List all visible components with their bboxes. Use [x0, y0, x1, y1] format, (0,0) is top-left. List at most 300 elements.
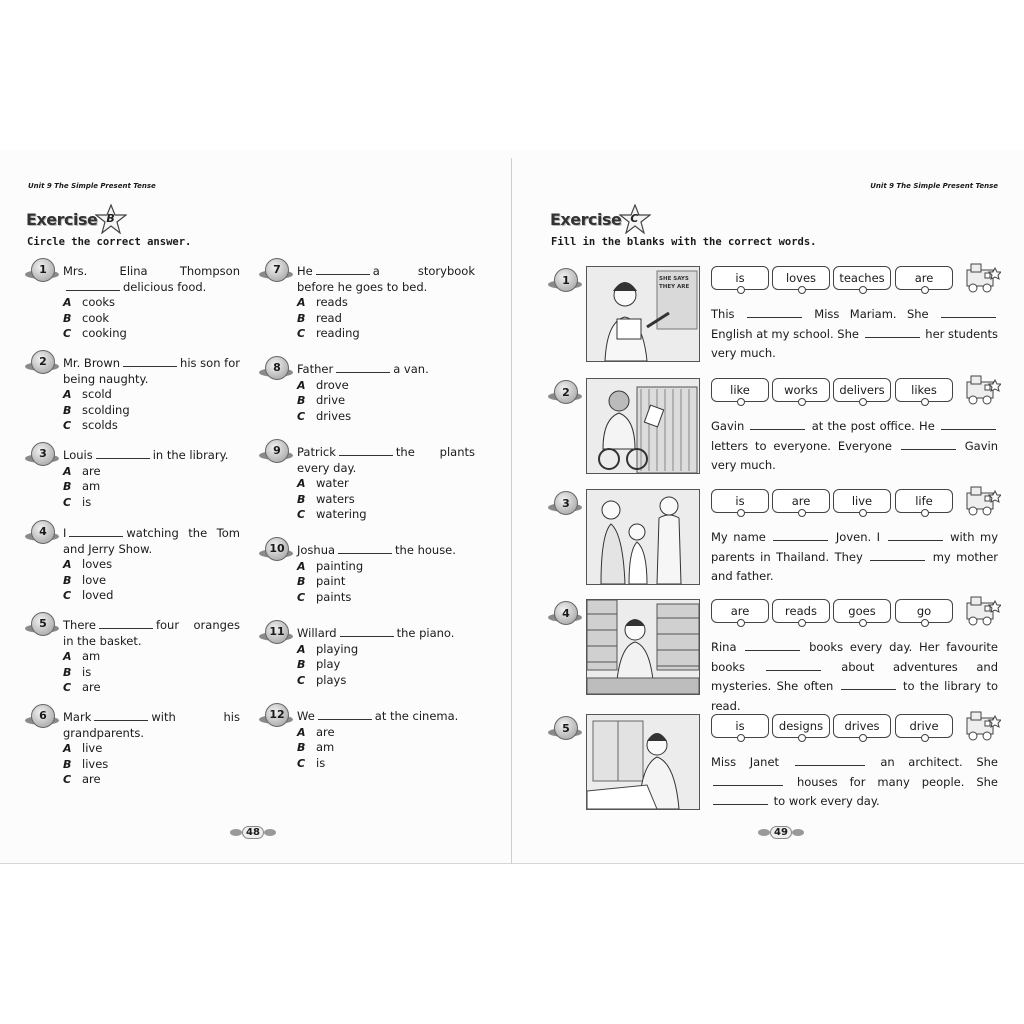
option-letter: B: [63, 311, 72, 325]
answer-blank[interactable]: [316, 265, 370, 275]
word-bank-item[interactable]: is: [711, 714, 769, 738]
option-word: am: [82, 479, 101, 493]
train-icon: [963, 708, 1001, 742]
option-word: love: [82, 572, 107, 587]
question-number: [550, 601, 580, 625]
illustration: [586, 378, 700, 474]
option-letter: C: [297, 409, 306, 423]
word-bank-item[interactable]: like: [711, 378, 769, 402]
question-number: [261, 258, 291, 282]
question-text-before: Louis: [63, 448, 93, 462]
answer-option[interactable]: [63, 495, 240, 511]
option-word: is: [82, 494, 92, 509]
answer-option[interactable]: [297, 657, 475, 673]
number-badge: 2: [31, 350, 55, 374]
question-text: [297, 445, 475, 476]
train-icon: [963, 593, 1001, 627]
option-word: cooks: [82, 295, 116, 309]
question-text-after: at the cinema.: [374, 709, 459, 723]
option-word: reads: [316, 295, 348, 309]
sentence-text: Joven. I: [835, 530, 886, 544]
exercise-title: [550, 205, 651, 233]
leaf-icon: [230, 829, 242, 836]
answer-blank[interactable]: [745, 640, 800, 651]
word-bank-item[interactable]: is: [711, 489, 769, 513]
illustration: [586, 599, 700, 695]
option-word: waters: [316, 491, 355, 506]
word-bank-item[interactable]: drives: [833, 714, 891, 738]
option-word: lives: [82, 756, 109, 771]
answer-option[interactable]: [63, 772, 240, 788]
fill-in-text: [711, 417, 998, 476]
question-number: [27, 258, 57, 282]
word-bank-item[interactable]: delivers: [833, 378, 891, 402]
question-text-after: in the library.: [152, 448, 229, 462]
option-letter: C: [297, 756, 306, 770]
option-letter: A: [63, 388, 72, 401]
unit-header: Unit 9 The Simple Present Tense: [28, 182, 156, 190]
option-word: plays: [316, 672, 347, 687]
exercise-title: [26, 205, 127, 233]
question: [273, 361, 475, 424]
number-badge: 1: [554, 268, 578, 292]
question-text-after: with his grandparents.: [63, 710, 240, 740]
exercise-word: Exercise: [26, 209, 98, 229]
question-number: [27, 350, 57, 374]
option-word: is: [82, 664, 92, 679]
train-icon: [963, 372, 1001, 406]
option-word: am: [82, 649, 101, 663]
answer-blank[interactable]: [766, 660, 821, 671]
option-word: playing: [316, 641, 359, 656]
answer-blank[interactable]: [340, 627, 394, 637]
question-text-after: the house.: [395, 543, 456, 557]
unit-header: Unit 9 The Simple Present Tense: [870, 182, 998, 190]
answer-blank[interactable]: [66, 281, 120, 291]
option-letter: A: [297, 725, 306, 739]
word-bank-item[interactable]: designs: [772, 714, 830, 738]
question-text: [63, 710, 240, 741]
answer-option[interactable]: [63, 680, 240, 696]
option-letter: C: [297, 508, 306, 521]
word-bank-item[interactable]: live: [833, 489, 891, 513]
answer-option[interactable]: [297, 673, 475, 689]
question-text-after: his son for being naughty.: [63, 356, 240, 386]
question: [269, 625, 475, 688]
star-icon: [95, 204, 127, 234]
question-number: [550, 268, 580, 292]
option-letter: C: [63, 327, 72, 340]
sentence-text: letters to everyone. Everyone: [711, 438, 899, 453]
option-letter: C: [63, 589, 72, 602]
answer-option[interactable]: [63, 311, 240, 327]
option-letter: A: [63, 464, 72, 478]
answer-option[interactable]: [297, 725, 475, 741]
illustration: [586, 489, 700, 585]
question-number: [261, 703, 291, 727]
number-badge: 2: [554, 380, 578, 404]
instruction: Fill in the blanks with the correct words.: [551, 236, 817, 248]
option-letter: A: [297, 296, 306, 309]
question-text-before: There: [63, 618, 96, 632]
page-number: [758, 826, 804, 839]
answer-option[interactable]: [63, 464, 240, 480]
option-letter: B: [297, 575, 306, 588]
question: [39, 617, 240, 696]
answer-option[interactable]: [63, 649, 240, 665]
question-text: [297, 362, 475, 378]
word-bank-item[interactable]: drive: [895, 714, 953, 738]
answer-blank[interactable]: [870, 550, 925, 561]
answer-blank[interactable]: [773, 530, 828, 541]
question-text: [297, 709, 475, 725]
question-number: [550, 716, 580, 740]
answer-option[interactable]: [63, 557, 240, 573]
option-word: paints: [316, 589, 352, 604]
fill-in-item: [550, 714, 1000, 814]
option-word: drove: [316, 377, 349, 392]
answer-option[interactable]: [63, 479, 240, 495]
option-list: [63, 464, 240, 511]
option-letter: B: [297, 394, 306, 407]
option-word: scolds: [82, 418, 118, 432]
sentence-text: books every day. Her favourite books: [711, 640, 998, 674]
number-badge: 11: [265, 620, 289, 644]
question-text-after: the piano.: [396, 626, 455, 640]
exercise-letter: C: [630, 212, 639, 225]
answer-option[interactable]: [63, 741, 240, 757]
option-letter: C: [297, 673, 306, 687]
question-number: [261, 537, 291, 561]
question-number: [27, 442, 57, 466]
word-bank-item[interactable]: likes: [895, 378, 953, 402]
answer-blank[interactable]: [941, 307, 996, 318]
question-text-before: Willard: [297, 626, 337, 640]
question-text-before: Father: [297, 362, 334, 376]
number-badge: 4: [554, 601, 578, 625]
option-word: cooking: [82, 326, 127, 340]
question-text-after: four oranges in the basket.: [63, 618, 240, 648]
sentence-text: an architect. She: [880, 755, 998, 769]
answer-option[interactable]: [297, 756, 475, 772]
question-number: [261, 620, 291, 644]
answer-option[interactable]: [297, 311, 475, 327]
option-letter: B: [297, 741, 306, 754]
option-word: paint: [316, 574, 346, 588]
board-text: SHE SAYS THEY ARE: [659, 276, 690, 290]
option-word: loved: [82, 588, 114, 602]
answer-blank[interactable]: [941, 419, 996, 430]
answer-blank[interactable]: [841, 679, 896, 690]
question: [273, 444, 475, 523]
answer-blank[interactable]: [99, 619, 153, 629]
question: [273, 263, 475, 342]
word-bank-item[interactable]: is: [711, 266, 769, 290]
word-bank: [711, 489, 997, 519]
leaf-icon: [758, 829, 770, 836]
answer-blank[interactable]: [888, 530, 943, 541]
option-word: cook: [82, 310, 110, 325]
answer-option[interactable]: [63, 588, 240, 604]
question: [269, 708, 475, 771]
number-badge: 5: [554, 716, 578, 740]
exercise-letter: B: [106, 212, 115, 225]
number-badge: 1: [31, 258, 55, 282]
answer-blank[interactable]: [865, 327, 920, 338]
answer-blank[interactable]: [336, 363, 390, 373]
option-word: scolding: [82, 402, 130, 417]
question-text-before: Joshua: [297, 543, 336, 557]
question-number: [27, 612, 57, 636]
option-letter: A: [297, 378, 306, 392]
sentence-text: Rina: [711, 640, 744, 654]
question-text: [297, 264, 475, 295]
question-text-after: a storybook before he goes to bed.: [297, 264, 475, 294]
question-number: [550, 380, 580, 404]
word-bank-item[interactable]: reads: [772, 599, 830, 623]
option-letter: C: [297, 327, 306, 340]
option-word: is: [316, 755, 326, 770]
question-text-before: Mark: [63, 710, 92, 724]
question-text-before: Mr. Brown: [63, 356, 121, 370]
answer-option[interactable]: [297, 492, 475, 508]
question-text-after: delicious food.: [123, 279, 207, 294]
question-text-after: a van.: [393, 362, 429, 376]
option-list: [297, 642, 475, 689]
number-badge: 4: [31, 520, 55, 544]
question: [39, 263, 240, 342]
option-word: drive: [316, 393, 346, 407]
question-text: [63, 264, 240, 295]
sentence-text: My name: [711, 530, 772, 544]
answer-option[interactable]: [297, 574, 475, 590]
sentence-text: at the post office. He: [811, 419, 939, 433]
fill-in-text: [711, 638, 998, 716]
option-word: read: [316, 310, 342, 325]
sentence-text: This: [711, 307, 745, 321]
answer-blank[interactable]: [713, 794, 768, 805]
number-badge: 3: [554, 491, 578, 515]
question: [39, 355, 240, 434]
word-bank-item[interactable]: teaches: [833, 266, 891, 290]
option-letter: A: [297, 559, 306, 573]
question-text-before: He: [297, 264, 313, 278]
question-text-before: Mrs. Elina Thompson: [63, 264, 240, 278]
sentence-text: her students very much.: [711, 326, 999, 360]
option-letter: C: [63, 495, 72, 509]
option-list: [297, 559, 475, 606]
answer-blank[interactable]: [94, 711, 148, 721]
option-word: are: [82, 680, 101, 694]
number-badge: 7: [265, 258, 289, 282]
answer-option[interactable]: [297, 393, 475, 409]
option-word: live: [82, 741, 103, 755]
word-bank-item[interactable]: life: [895, 489, 953, 513]
question: [269, 542, 475, 605]
star-icon: [619, 204, 651, 234]
answer-blank[interactable]: [747, 307, 802, 318]
word-bank-item[interactable]: are: [711, 599, 769, 623]
answer-blank[interactable]: [339, 446, 393, 456]
question-text: [297, 543, 475, 559]
number-badge: 12: [265, 703, 289, 727]
option-word: scold: [82, 387, 112, 401]
answer-option[interactable]: [297, 559, 475, 575]
answer-blank[interactable]: [901, 439, 956, 450]
answer-option[interactable]: [63, 573, 240, 589]
answer-blank[interactable]: [69, 527, 123, 537]
word-bank-item[interactable]: loves: [772, 266, 830, 290]
illustration: [586, 714, 700, 810]
option-list: [297, 378, 475, 425]
answer-option[interactable]: [297, 378, 475, 394]
question-text: [297, 626, 475, 642]
answer-option[interactable]: [63, 757, 240, 773]
option-letter: A: [63, 742, 72, 755]
option-letter: C: [63, 419, 72, 432]
option-letter: B: [63, 480, 72, 493]
page-number-value: 48: [242, 826, 264, 839]
question: [39, 525, 240, 604]
answer-blank[interactable]: [318, 710, 372, 720]
option-letter: C: [63, 681, 72, 694]
answer-option[interactable]: [297, 476, 475, 492]
answer-option[interactable]: [63, 418, 240, 434]
word-bank-item[interactable]: go: [895, 599, 953, 623]
fill-in-item: [550, 378, 1000, 478]
question-number: [261, 439, 291, 463]
word-bank-item[interactable]: works: [772, 378, 830, 402]
page-number-value: 49: [770, 826, 792, 839]
word-bank: [711, 266, 997, 296]
answer-option[interactable]: [63, 387, 240, 403]
option-letter: B: [63, 665, 72, 679]
option-letter: B: [63, 573, 72, 587]
option-letter: C: [297, 590, 306, 604]
answer-blank[interactable]: [96, 449, 150, 459]
option-list: [63, 387, 240, 434]
leaf-icon: [264, 829, 276, 836]
answer-option[interactable]: [297, 590, 475, 606]
option-word: loves: [82, 557, 113, 571]
question-number: [550, 491, 580, 515]
question-text: [63, 356, 240, 387]
question-number: [27, 704, 57, 728]
answer-option[interactable]: [63, 403, 240, 419]
illustration: [586, 266, 700, 362]
sentence-text: to the library to read.: [711, 679, 998, 713]
word-bank-item[interactable]: are: [772, 489, 830, 513]
sentence-text: Miss Mariam. She: [814, 307, 940, 321]
answer-option[interactable]: [63, 665, 240, 681]
sentence-text: Miss Janet: [711, 755, 793, 769]
sentence-text: Gavin: [711, 419, 749, 433]
answer-option[interactable]: [297, 642, 475, 658]
question-text-after: watching the Tom and Jerry Show.: [63, 526, 240, 556]
word-bank: [711, 378, 997, 408]
word-bank-item[interactable]: goes: [833, 599, 891, 623]
option-list: [63, 741, 240, 788]
sentence-text: my mother and father.: [711, 549, 999, 583]
option-word: watering: [316, 507, 367, 521]
option-word: reading: [316, 326, 360, 340]
number-badge: 9: [265, 439, 289, 463]
option-letter: A: [63, 650, 72, 663]
number-badge: 10: [265, 537, 289, 561]
left-page: [0, 0, 511, 1024]
sentence-text: about adventures and mysteries. She often: [711, 659, 999, 693]
sentence-text: to work every day.: [773, 794, 880, 808]
answer-blank[interactable]: [795, 755, 865, 766]
question-number: [261, 356, 291, 380]
question-text: [63, 526, 240, 557]
question: [39, 709, 240, 788]
question-text: [63, 618, 240, 649]
option-list: [297, 295, 475, 342]
answer-option[interactable]: [297, 295, 475, 311]
word-bank: [711, 599, 997, 629]
option-word: are: [82, 772, 101, 786]
question-text: [63, 448, 240, 464]
answer-option[interactable]: [297, 507, 475, 523]
option-word: water: [316, 476, 349, 490]
option-word: are: [82, 463, 101, 478]
option-word: painting: [316, 558, 364, 573]
option-list: [63, 557, 240, 604]
option-letter: A: [297, 477, 306, 490]
sentence-text: with my parents in Thailand. They: [711, 530, 998, 564]
fill-in-text: [711, 305, 998, 364]
answer-option[interactable]: [297, 740, 475, 756]
sentence-text: houses for many people. She: [796, 774, 999, 789]
instruction: Circle the correct answer.: [27, 236, 192, 248]
option-word: are: [316, 724, 335, 739]
option-list: [297, 725, 475, 772]
answer-blank[interactable]: [123, 357, 177, 367]
number-badge: 8: [265, 356, 289, 380]
train-icon: [963, 260, 1001, 294]
question-text-before: We: [297, 709, 315, 723]
answer-blank[interactable]: [713, 775, 783, 786]
option-word: am: [316, 740, 335, 754]
number-badge: 6: [31, 704, 55, 728]
sentence-text: English at my school. She: [711, 326, 863, 341]
answer-option[interactable]: [63, 326, 240, 342]
option-list: [297, 476, 475, 523]
answer-option[interactable]: [297, 326, 475, 342]
word-bank: [711, 714, 997, 744]
question-number: [27, 520, 57, 544]
answer-blank[interactable]: [338, 544, 392, 554]
fill-in-item: [550, 599, 1000, 713]
train-icon: [963, 483, 1001, 517]
word-bank-item[interactable]: are: [895, 266, 953, 290]
answer-option[interactable]: [63, 295, 240, 311]
page-number: [230, 826, 276, 839]
answer-blank[interactable]: [750, 419, 805, 430]
number-badge: 3: [31, 442, 55, 466]
answer-option[interactable]: [297, 409, 475, 425]
option-letter: B: [297, 311, 306, 325]
leaf-icon: [792, 829, 804, 836]
option-letter: A: [63, 558, 72, 571]
option-word: play: [316, 657, 341, 671]
fill-in-text: [711, 528, 998, 587]
question: [39, 447, 240, 510]
sentence-text: Gavin very much.: [711, 438, 998, 472]
question-text-after: the plants every day.: [297, 445, 475, 475]
option-letter: B: [297, 492, 306, 506]
